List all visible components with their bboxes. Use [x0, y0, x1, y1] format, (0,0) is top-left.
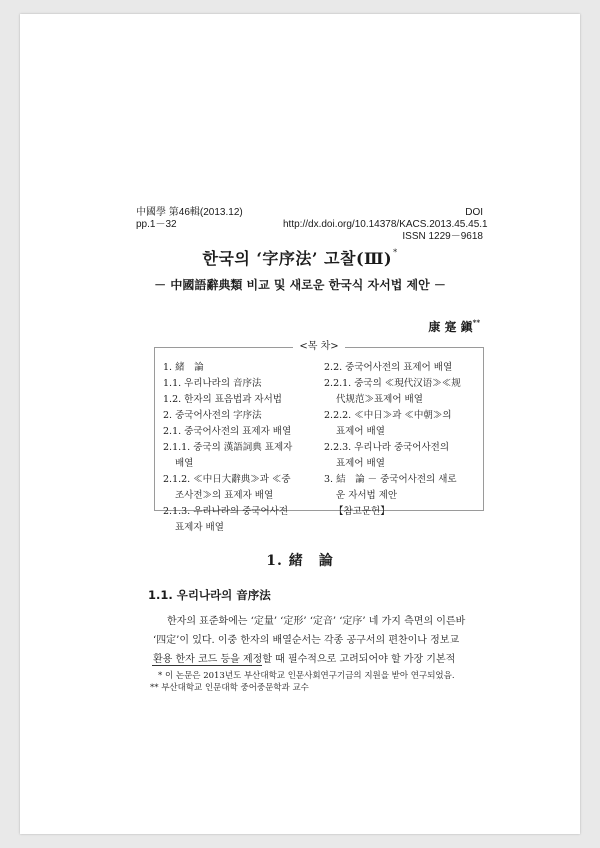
- toc-item: 1. 緒 論: [163, 362, 204, 373]
- doi-line: DOI http://dx.doi.org/10.14378/KACS.2013.45.45.1: [283, 207, 488, 230]
- toc-right-column: [324, 360, 480, 520]
- paper-page: [20, 14, 580, 834]
- journal-info: [136, 207, 243, 231]
- toc-item: 1.2. 한자의 표음법과 자서법: [163, 394, 282, 405]
- toc-item-continued: 배열: [175, 458, 194, 469]
- toc-item: 2.1. 중국어사전의 표제자 배열: [163, 426, 292, 437]
- toc-item-continued: 조사전≫의 표제자 배열: [175, 490, 274, 501]
- toc-references: 【참고문헌】: [334, 506, 390, 517]
- journal-line: 中國學 第46輯(2013.12): [136, 207, 243, 218]
- toc-item-continued: 운 자서법 제안: [336, 490, 398, 501]
- toc-label: <목 차>: [155, 341, 483, 353]
- toc-item: 2.1.2. ≪中日大辭典≫과 ≪중: [163, 474, 291, 485]
- author-footnote-mark: **: [472, 318, 480, 327]
- footnote-divider: [152, 665, 262, 666]
- toc-item-continued: 代规范≫표제어 배열: [336, 394, 423, 405]
- author-name: 康 寔 鎭: [428, 320, 473, 334]
- pages-line: pp.1－32: [136, 219, 177, 230]
- table-of-contents: [154, 341, 484, 533]
- paragraph-line: 한자의 표준화에는 ‘定量’ ‘定形’ ‘定音’ ‘定序’ 네 가지 측면의 이른바: [167, 616, 466, 627]
- doi-info: [283, 207, 488, 243]
- paper-subtitle: － 中國語辭典類 비교 및 새로운 한국식 자서법 제안 －: [154, 278, 446, 292]
- issn-line: ISSN 1229－9618: [402, 231, 483, 242]
- toc-item: 2.2.3. 우리나라 중국어사전의: [324, 442, 450, 453]
- toc-item: 1.1. 우리나라의 音序法: [163, 378, 262, 389]
- subsection-heading: 1.1. 우리나라의 音序法: [148, 588, 271, 602]
- toc-item: 2.2.2. ≪中日≫과 ≪中朝≫의: [324, 410, 452, 421]
- toc-left-column: [163, 360, 313, 536]
- toc-item: 2.1.3. 우리나라의 중국어사전: [163, 506, 289, 517]
- toc-item-continued: 표제어 배열: [336, 426, 385, 437]
- toc-item: 2.1.1. 중국의 漢語詞典 표제자: [163, 442, 293, 453]
- toc-item: 2.2.1. 중국의 ≪現代汉语≫≪规: [324, 378, 461, 389]
- body-paragraph: [153, 612, 485, 669]
- footnote: ** 부산대학교 인문대학 중어중문학과 교수: [150, 683, 309, 693]
- footnote: * 이 논문은 2013년도 부산대학교 인문사회연구기금의 지원을 받아 연구되었음.: [158, 671, 455, 681]
- title-footnote-mark: *: [393, 248, 398, 257]
- title-text: 한국의 ‘字序法’ 고찰(Ⅲ): [202, 249, 393, 268]
- section-heading: 1. 緒 論: [266, 553, 334, 569]
- paper-title: [20, 246, 580, 269]
- toc-item-continued: 표제자 배열: [175, 522, 224, 533]
- toc-item: 2. 중국어사전의 字序法: [163, 410, 262, 421]
- paragraph-line: 환용 한자 코드 등을 제정할 때 필수적으로 고려되어야 할 가장 기본적: [153, 654, 456, 665]
- author: [320, 318, 480, 335]
- toc-item: 3. 結 論 － 중국어사전의 새로: [324, 474, 457, 485]
- toc-item: 2.2. 중국어사전의 표제어 배열: [324, 362, 453, 373]
- paragraph-line: ‘四定’이 있다. 이중 한자의 배열순서는 각종 공구서의 편찬이나 정보교: [153, 635, 460, 646]
- toc-item-continued: 표제어 배열: [336, 458, 385, 469]
